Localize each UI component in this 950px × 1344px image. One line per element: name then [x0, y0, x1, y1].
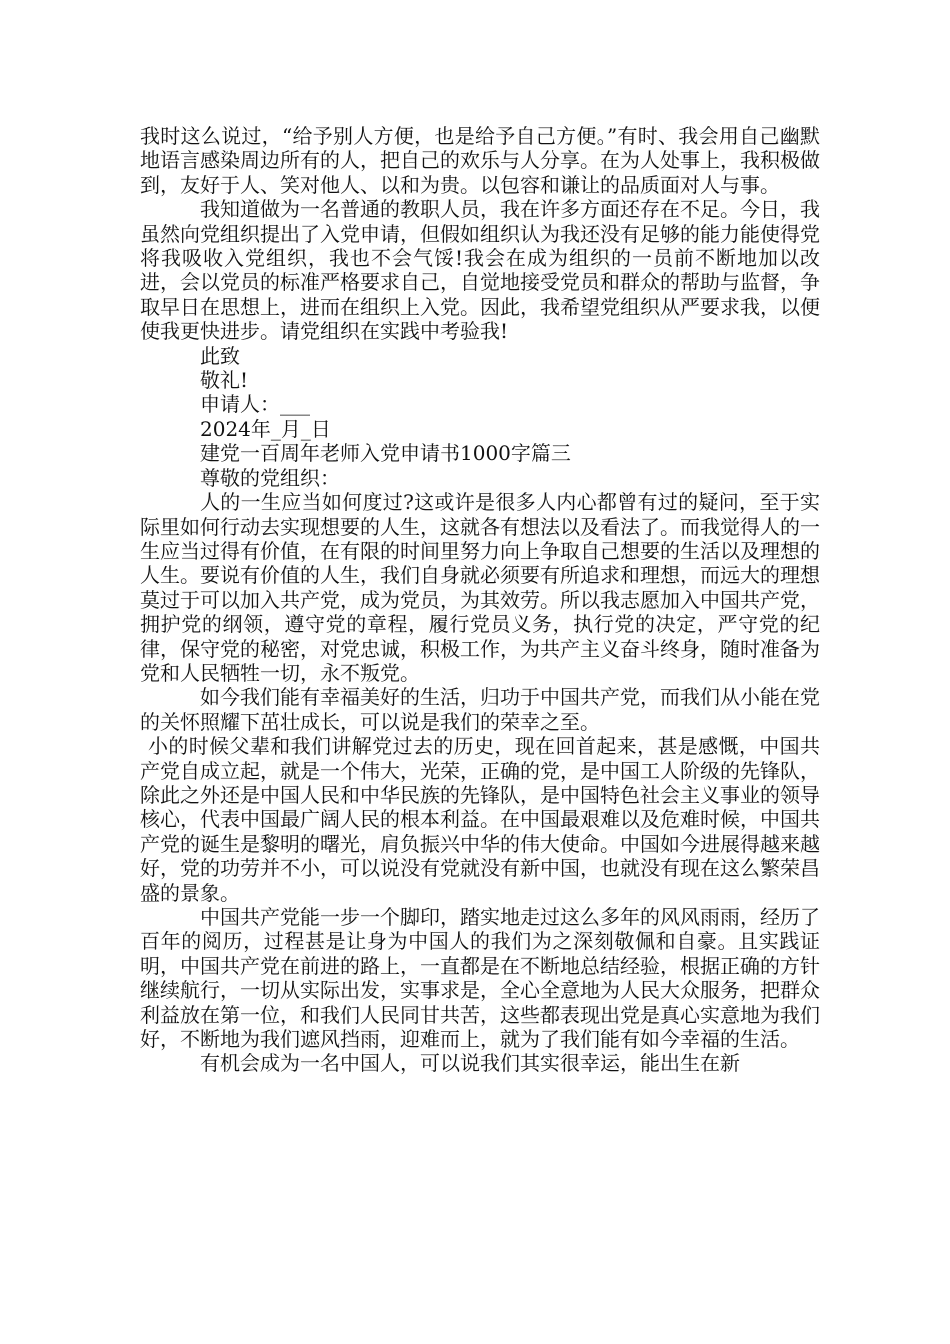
body-paragraph-4: 中国共产党能一步一个脚印，踏实地走过这么多年的风风雨雨，经历了百年的阅历，过程甚是让身为中国人的我们为之深刻敬佩和自豪。且实践证明，中国共产党在前进的路上，一直都是在不断地总结经验，根据正确的方针继续航行，一切从实际出发，实事求是，全心全意地为人民大众服务，把群众利益放在第一位，和我们人民同甘共苦，这些都表现出党是真心实意地为我们好，不断地为我们遮风挡雨，迎难而上，就为了我们能有如今幸福的生活。: [140, 905, 820, 1052]
closing-regards: 敬礼!: [200, 368, 249, 393]
section-title: 建党一百周年老师入党申请书1000字篇三: [200, 441, 571, 466]
body-paragraph-5: 有机会成为一名中国人，可以说我们其实很幸运，能出生在新: [200, 1051, 740, 1076]
body-paragraph-3: 小的时候父辈和我们讲解党过去的历史，现在回首起来，甚是感慨，中国共产党自成立起，就是一个伟大，光荣，正确的党，是中国工人阶级的先锋队，除此之外还是中国人民和中华民族的先锋队，是中国特色社会主义事业的领导核心，代表中国最广阔人民的根本利益。在中国最艰难以及危难时候，中国共产党的诞生是黎明的曙光，肩负振兴中华的伟大使命。中国如今进展得越来越好，党的功劳并不小，可以说没有党就没有新中国，也就没有现在这么繁荣昌盛的景象。: [140, 734, 820, 905]
body-paragraph-1: 人的一生应当如何度过?这或许是很多人内心都曾有过的疑问，至于实际里如何行动去实现想要的人生，这就各有想法以及看法了。而我觉得人的一生应当过得有价值，在有限的时间里努力向上争取自己想要的生活以及理想的人生。要说有价值的人生，我们自身就必须要有所追求和理想，而远大的理想莫过于可以加入共产党，成为党员，为其效劳。所以我志愿加入中国共产党，拥护党的纲领，遵守党的章程，履行党员义务，执行党的决定，严守党的纪律，保守党的秘密，对党忠诚，积极工作，为共产主义奋斗终身，随时准备为党和人民牺牲一切，永不叛党。: [140, 490, 820, 685]
applicant-line: 申请人：___: [200, 392, 310, 417]
greeting: 尊敬的党组织：: [200, 465, 340, 490]
date-line: 2024年_月_日: [200, 416, 331, 441]
paragraph-1: 我时这么说过，“给予别人方便，也是给予自己方便。”有时、我会用自己幽默地语言感染周边所有的人，把自己的欢乐与人分享。在为人处事上，我积极做到，友好于人、笑对他人、以和为贵。以包容和谦让的品质面对人与事。: [140, 124, 820, 197]
paragraph-2: 我知道做为一名普通的教职人员，我在许多方面还存在不足。今日，我虽然向党组织提出了入党申请，但假如组织认为我还没有足够的能力能使得党将我吸收入党组织，我也不会气馁!我会在成为组织的一员前不断地加以改进，会以党员的标准严格要求自己，自觉地接受党员和群众的帮助与监督，争取早日在思想上，进而在组织上入党。因此，我希望党组织从严要求我，以便使我更快进步。请党组织在实践中考验我!: [140, 197, 820, 344]
document-body: [140, 124, 820, 1076]
body-paragraph-2: 如今我们能有幸福美好的生活，归功于中国共产党，而我们从小能在党的关怀照耀下茁壮成长，可以说是我们的荣幸之至。: [140, 685, 820, 734]
closing-salutation: 此致: [200, 343, 240, 368]
